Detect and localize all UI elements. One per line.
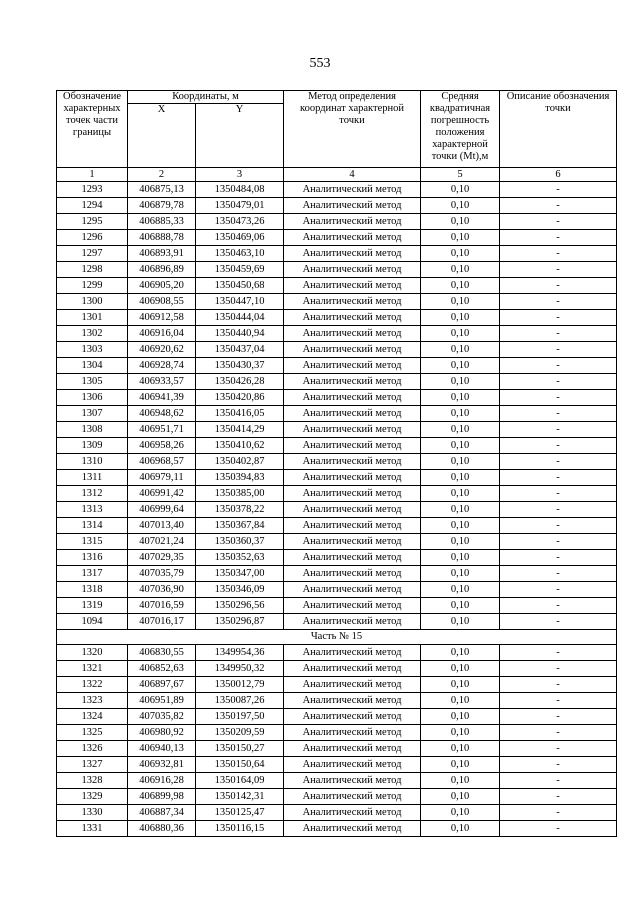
coord-y-cell: 1350087,26 — [196, 693, 284, 709]
table-row — [57, 789, 617, 805]
method-cell: Аналитический метод — [284, 598, 421, 614]
coord-x-cell: 406885,33 — [128, 214, 196, 230]
error-cell: 0,10 — [421, 182, 500, 198]
coord-y-cell: 1350385,00 — [196, 486, 284, 502]
error-cell: 0,10 — [421, 725, 500, 741]
coord-x-cell: 406852,63 — [128, 661, 196, 677]
table-row — [57, 805, 617, 821]
method-cell: Аналитический метод — [284, 518, 421, 534]
description-cell: - — [500, 614, 617, 630]
point-id-cell: 1325 — [57, 725, 128, 741]
column-number: 5 — [421, 168, 500, 182]
description-cell: - — [500, 230, 617, 246]
description-cell: - — [500, 661, 617, 677]
error-cell: 0,10 — [421, 230, 500, 246]
description-cell: - — [500, 550, 617, 566]
table-row — [57, 725, 617, 741]
point-id-cell: 1305 — [57, 374, 128, 390]
description-cell: - — [500, 821, 617, 837]
coord-x-cell: 406916,28 — [128, 773, 196, 789]
coord-x-cell: 406912,58 — [128, 310, 196, 326]
table-row — [57, 278, 617, 294]
method-cell: Аналитический метод — [284, 502, 421, 518]
table-row — [57, 757, 617, 773]
error-cell: 0,10 — [421, 805, 500, 821]
point-id-cell: 1311 — [57, 470, 128, 486]
method-cell: Аналитический метод — [284, 470, 421, 486]
header-coordinates: Координаты, м — [128, 91, 284, 104]
table-row — [57, 534, 617, 550]
header-designation: Обозначение характерных точек части границы — [57, 91, 128, 168]
method-cell: Аналитический метод — [284, 406, 421, 422]
point-id-cell: 1331 — [57, 821, 128, 837]
section-row — [57, 630, 617, 645]
description-cell: - — [500, 438, 617, 454]
coord-x-cell: 406940,13 — [128, 741, 196, 757]
method-cell: Аналитический метод — [284, 342, 421, 358]
description-cell: - — [500, 294, 617, 310]
error-cell: 0,10 — [421, 566, 500, 582]
error-cell: 0,10 — [421, 454, 500, 470]
table-row — [57, 310, 617, 326]
point-id-cell: 1328 — [57, 773, 128, 789]
description-cell: - — [500, 518, 617, 534]
description-cell: - — [500, 422, 617, 438]
point-id-cell: 1316 — [57, 550, 128, 566]
coord-y-cell: 1350402,87 — [196, 454, 284, 470]
point-id-cell: 1322 — [57, 677, 128, 693]
coord-x-cell: 406958,26 — [128, 438, 196, 454]
point-id-cell: 1318 — [57, 582, 128, 598]
coord-y-cell: 1349954,36 — [196, 645, 284, 661]
method-cell: Аналитический метод — [284, 486, 421, 502]
coord-y-cell: 1350479,01 — [196, 198, 284, 214]
coord-x-cell: 407029,35 — [128, 550, 196, 566]
table-row — [57, 230, 617, 246]
table-row — [57, 677, 617, 693]
table-row — [57, 358, 617, 374]
description-cell: - — [500, 470, 617, 486]
point-id-cell: 1307 — [57, 406, 128, 422]
description-cell: - — [500, 310, 617, 326]
coord-y-cell: 1350414,29 — [196, 422, 284, 438]
coord-x-cell: 406896,89 — [128, 262, 196, 278]
error-cell: 0,10 — [421, 422, 500, 438]
coord-y-cell: 1350150,64 — [196, 757, 284, 773]
point-id-cell: 1329 — [57, 789, 128, 805]
point-id-cell: 1320 — [57, 645, 128, 661]
table-row — [57, 342, 617, 358]
point-id-cell: 1310 — [57, 454, 128, 470]
description-cell: - — [500, 374, 617, 390]
table-row — [57, 454, 617, 470]
description-cell: - — [500, 262, 617, 278]
error-cell: 0,10 — [421, 645, 500, 661]
table-row — [57, 182, 617, 198]
coord-x-cell: 406948,62 — [128, 406, 196, 422]
point-id-cell: 1315 — [57, 534, 128, 550]
method-cell: Аналитический метод — [284, 741, 421, 757]
method-cell: Аналитический метод — [284, 661, 421, 677]
description-cell: - — [500, 198, 617, 214]
coord-y-cell: 1350346,09 — [196, 582, 284, 598]
method-cell: Аналитический метод — [284, 374, 421, 390]
error-cell: 0,10 — [421, 438, 500, 454]
coord-x-cell: 406951,89 — [128, 693, 196, 709]
coord-x-cell: 406920,62 — [128, 342, 196, 358]
table-row — [57, 470, 617, 486]
description-cell: - — [500, 693, 617, 709]
point-id-cell: 1297 — [57, 246, 128, 262]
method-cell: Аналитический метод — [284, 725, 421, 741]
coord-x-cell: 406991,42 — [128, 486, 196, 502]
point-id-cell: 1321 — [57, 661, 128, 677]
method-cell: Аналитический метод — [284, 566, 421, 582]
coord-y-cell: 1350394,83 — [196, 470, 284, 486]
coord-x-cell: 406893,91 — [128, 246, 196, 262]
method-cell: Аналитический метод — [284, 278, 421, 294]
boundary-points-table — [56, 90, 617, 837]
coord-y-cell: 1350378,22 — [196, 502, 284, 518]
method-cell: Аналитический метод — [284, 789, 421, 805]
description-cell: - — [500, 278, 617, 294]
point-id-cell: 1293 — [57, 182, 128, 198]
description-cell: - — [500, 182, 617, 198]
point-id-cell: 1312 — [57, 486, 128, 502]
description-cell: - — [500, 582, 617, 598]
error-cell: 0,10 — [421, 582, 500, 598]
method-cell: Аналитический метод — [284, 677, 421, 693]
coord-x-cell: 406888,78 — [128, 230, 196, 246]
point-id-cell: 1319 — [57, 598, 128, 614]
table-row — [57, 693, 617, 709]
error-cell: 0,10 — [421, 598, 500, 614]
point-id-cell: 1094 — [57, 614, 128, 630]
method-cell: Аналитический метод — [284, 198, 421, 214]
coord-y-cell: 1350197,50 — [196, 709, 284, 725]
column-number: 2 — [128, 168, 196, 182]
coord-y-cell: 1350296,87 — [196, 614, 284, 630]
coord-y-cell: 1350444,04 — [196, 310, 284, 326]
table-row — [57, 566, 617, 582]
point-id-cell: 1299 — [57, 278, 128, 294]
description-cell: - — [500, 757, 617, 773]
error-cell: 0,10 — [421, 502, 500, 518]
method-cell: Аналитический метод — [284, 230, 421, 246]
coord-x-cell: 406941,39 — [128, 390, 196, 406]
method-cell: Аналитический метод — [284, 214, 421, 230]
table-row — [57, 614, 617, 630]
error-cell: 0,10 — [421, 278, 500, 294]
method-cell: Аналитический метод — [284, 294, 421, 310]
table-row — [57, 438, 617, 454]
error-cell: 0,10 — [421, 757, 500, 773]
table-row — [57, 422, 617, 438]
point-id-cell: 1303 — [57, 342, 128, 358]
coord-x-cell: 406880,36 — [128, 821, 196, 837]
method-cell: Аналитический метод — [284, 534, 421, 550]
description-cell: - — [500, 789, 617, 805]
description-cell: - — [500, 502, 617, 518]
method-cell: Аналитический метод — [284, 821, 421, 837]
coord-x-cell: 407013,40 — [128, 518, 196, 534]
coord-x-cell: 406999,64 — [128, 502, 196, 518]
point-id-cell: 1327 — [57, 757, 128, 773]
error-cell: 0,10 — [421, 821, 500, 837]
error-cell: 0,10 — [421, 789, 500, 805]
method-cell: Аналитический метод — [284, 390, 421, 406]
point-id-cell: 1326 — [57, 741, 128, 757]
method-cell: Аналитический метод — [284, 582, 421, 598]
table-row — [57, 598, 617, 614]
coord-x-cell: 407035,79 — [128, 566, 196, 582]
method-cell: Аналитический метод — [284, 645, 421, 661]
point-id-cell: 1308 — [57, 422, 128, 438]
point-id-cell: 1314 — [57, 518, 128, 534]
table-row — [57, 518, 617, 534]
method-cell: Аналитический метод — [284, 422, 421, 438]
description-cell: - — [500, 342, 617, 358]
method-cell: Аналитический метод — [284, 773, 421, 789]
method-cell: Аналитический метод — [284, 757, 421, 773]
description-cell: - — [500, 566, 617, 582]
point-id-cell: 1294 — [57, 198, 128, 214]
error-cell: 0,10 — [421, 390, 500, 406]
coord-y-cell: 1350116,15 — [196, 821, 284, 837]
error-cell: 0,10 — [421, 518, 500, 534]
error-cell: 0,10 — [421, 310, 500, 326]
error-cell: 0,10 — [421, 550, 500, 566]
method-cell: Аналитический метод — [284, 550, 421, 566]
table-row — [57, 502, 617, 518]
point-id-cell: 1302 — [57, 326, 128, 342]
point-id-cell: 1317 — [57, 566, 128, 582]
coord-x-cell: 406968,57 — [128, 454, 196, 470]
error-cell: 0,10 — [421, 693, 500, 709]
column-number-row — [57, 168, 617, 182]
coord-x-cell: 406932,81 — [128, 757, 196, 773]
coord-y-cell: 1349950,32 — [196, 661, 284, 677]
error-cell: 0,10 — [421, 198, 500, 214]
method-cell: Аналитический метод — [284, 805, 421, 821]
coord-x-cell: 407035,82 — [128, 709, 196, 725]
description-cell: - — [500, 725, 617, 741]
coord-y-cell: 1350352,63 — [196, 550, 284, 566]
description-cell: - — [500, 454, 617, 470]
error-cell: 0,10 — [421, 294, 500, 310]
table-row — [57, 294, 617, 310]
description-cell: - — [500, 486, 617, 502]
table-row — [57, 709, 617, 725]
description-cell: - — [500, 677, 617, 693]
table-row — [57, 374, 617, 390]
description-cell: - — [500, 358, 617, 374]
point-id-cell: 1323 — [57, 693, 128, 709]
column-number: 3 — [196, 168, 284, 182]
method-cell: Аналитический метод — [284, 614, 421, 630]
coord-x-cell: 406879,78 — [128, 198, 196, 214]
point-id-cell: 1309 — [57, 438, 128, 454]
point-id-cell: 1298 — [57, 262, 128, 278]
header-description: Описание обозначения точки — [500, 91, 617, 168]
method-cell: Аналитический метод — [284, 182, 421, 198]
error-cell: 0,10 — [421, 358, 500, 374]
coord-y-cell: 1350473,26 — [196, 214, 284, 230]
error-cell: 0,10 — [421, 773, 500, 789]
table-row — [57, 661, 617, 677]
method-cell: Аналитический метод — [284, 709, 421, 725]
method-cell: Аналитический метод — [284, 454, 421, 470]
coord-y-cell: 1350347,00 — [196, 566, 284, 582]
table-row — [57, 198, 617, 214]
coord-x-cell: 406933,57 — [128, 374, 196, 390]
table-row — [57, 214, 617, 230]
coord-x-cell: 406899,98 — [128, 789, 196, 805]
method-cell: Аналитический метод — [284, 693, 421, 709]
column-number: 6 — [500, 168, 617, 182]
coord-y-cell: 1350164,09 — [196, 773, 284, 789]
method-cell: Аналитический метод — [284, 246, 421, 262]
coord-x-cell: 406980,92 — [128, 725, 196, 741]
description-cell: - — [500, 390, 617, 406]
table-row — [57, 486, 617, 502]
coord-x-cell: 407021,24 — [128, 534, 196, 550]
coord-y-cell: 1350416,05 — [196, 406, 284, 422]
error-cell: 0,10 — [421, 406, 500, 422]
coord-x-cell: 406875,13 — [128, 182, 196, 198]
description-cell: - — [500, 709, 617, 725]
error-cell: 0,10 — [421, 741, 500, 757]
table-row — [57, 326, 617, 342]
coord-y-cell: 1350463,10 — [196, 246, 284, 262]
coord-y-cell: 1350142,31 — [196, 789, 284, 805]
table-row — [57, 390, 617, 406]
table-row — [57, 741, 617, 757]
coord-y-cell: 1350125,47 — [196, 805, 284, 821]
coord-y-cell: 1350410,62 — [196, 438, 284, 454]
coord-y-cell: 1350447,10 — [196, 294, 284, 310]
point-id-cell: 1313 — [57, 502, 128, 518]
point-id-cell: 1295 — [57, 214, 128, 230]
table-row — [57, 645, 617, 661]
table-row — [57, 246, 617, 262]
table-row — [57, 262, 617, 278]
coord-y-cell: 1350296,56 — [196, 598, 284, 614]
method-cell: Аналитический метод — [284, 310, 421, 326]
coord-y-cell: 1350150,27 — [196, 741, 284, 757]
coord-x-cell: 406951,71 — [128, 422, 196, 438]
table-row — [57, 773, 617, 789]
coord-y-cell: 1350209,59 — [196, 725, 284, 741]
coord-x-cell: 407016,59 — [128, 598, 196, 614]
description-cell: - — [500, 645, 617, 661]
coord-x-cell: 406887,34 — [128, 805, 196, 821]
coord-y-cell: 1350437,04 — [196, 342, 284, 358]
coord-y-cell: 1350426,28 — [196, 374, 284, 390]
coord-x-cell: 407016,17 — [128, 614, 196, 630]
coord-y-cell: 1350420,86 — [196, 390, 284, 406]
description-cell: - — [500, 214, 617, 230]
description-cell: - — [500, 246, 617, 262]
coord-y-cell: 1350440,94 — [196, 326, 284, 342]
error-cell: 0,10 — [421, 661, 500, 677]
header-y: Y — [196, 104, 284, 168]
description-cell: - — [500, 598, 617, 614]
coord-y-cell: 1350450,68 — [196, 278, 284, 294]
coord-y-cell: 1350360,37 — [196, 534, 284, 550]
error-cell: 0,10 — [421, 534, 500, 550]
method-cell: Аналитический метод — [284, 326, 421, 342]
error-cell: 0,10 — [421, 614, 500, 630]
coord-y-cell: 1350484,08 — [196, 182, 284, 198]
error-cell: 0,10 — [421, 486, 500, 502]
coord-x-cell: 406905,20 — [128, 278, 196, 294]
point-id-cell: 1304 — [57, 358, 128, 374]
coord-x-cell: 406908,55 — [128, 294, 196, 310]
error-cell: 0,10 — [421, 246, 500, 262]
header-x: X — [128, 104, 196, 168]
error-cell: 0,10 — [421, 326, 500, 342]
point-id-cell: 1330 — [57, 805, 128, 821]
column-number: 4 — [284, 168, 421, 182]
point-id-cell: 1324 — [57, 709, 128, 725]
coord-y-cell: 1350430,37 — [196, 358, 284, 374]
point-id-cell: 1301 — [57, 310, 128, 326]
method-cell: Аналитический метод — [284, 358, 421, 374]
description-cell: - — [500, 534, 617, 550]
error-cell: 0,10 — [421, 262, 500, 278]
table-row — [57, 406, 617, 422]
point-id-cell: 1306 — [57, 390, 128, 406]
description-cell: - — [500, 741, 617, 757]
coord-x-cell: 407036,90 — [128, 582, 196, 598]
error-cell: 0,10 — [421, 342, 500, 358]
table-row — [57, 550, 617, 566]
coord-x-cell: 406830,55 — [128, 645, 196, 661]
error-cell: 0,10 — [421, 709, 500, 725]
header-error: Средняя квадратичная погрешность положения характерной точки (Mt),м — [421, 91, 500, 168]
page-number: 553 — [309, 56, 331, 71]
column-number: 1 — [57, 168, 128, 182]
description-cell: - — [500, 805, 617, 821]
coord-y-cell: 1350367,84 — [196, 518, 284, 534]
description-cell: - — [500, 326, 617, 342]
description-cell: - — [500, 773, 617, 789]
coord-y-cell: 1350459,69 — [196, 262, 284, 278]
error-cell: 0,10 — [421, 214, 500, 230]
error-cell: 0,10 — [421, 374, 500, 390]
table-row — [57, 582, 617, 598]
error-cell: 0,10 — [421, 677, 500, 693]
coord-x-cell: 406979,11 — [128, 470, 196, 486]
coord-x-cell: 406916,04 — [128, 326, 196, 342]
coord-y-cell: 1350012,79 — [196, 677, 284, 693]
description-cell: - — [500, 406, 617, 422]
point-id-cell: 1300 — [57, 294, 128, 310]
method-cell: Аналитический метод — [284, 262, 421, 278]
coord-x-cell: 406897,67 — [128, 677, 196, 693]
section-label: Часть № 15 — [57, 630, 617, 645]
coord-x-cell: 406928,74 — [128, 358, 196, 374]
header-method: Метод определения координат характерной точки — [284, 91, 421, 168]
point-id-cell: 1296 — [57, 230, 128, 246]
error-cell: 0,10 — [421, 470, 500, 486]
table-row — [57, 821, 617, 837]
coord-y-cell: 1350469,06 — [196, 230, 284, 246]
method-cell: Аналитический метод — [284, 438, 421, 454]
